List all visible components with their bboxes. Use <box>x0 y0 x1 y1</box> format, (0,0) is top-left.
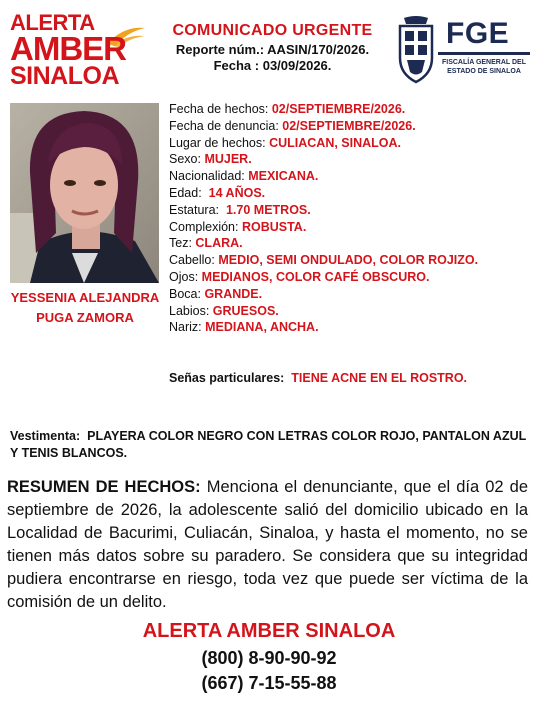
person-details <box>169 101 534 336</box>
detail-label: Labios: <box>169 303 213 318</box>
distinguishing-marks <box>169 371 467 385</box>
detail-label: Fecha de denuncia: <box>169 118 283 133</box>
detail-value: ROBUSTA. <box>241 219 307 234</box>
detail-label: Boca: <box>169 286 205 301</box>
distinguishing-marks-label: Señas particulares: <box>169 371 285 385</box>
report-number: Reporte núm.: AASIN/170/2026. <box>175 42 370 57</box>
detail-row <box>169 151 534 168</box>
detail-value: MEDIO, SEMI ONDULADO, COLOR ROJIZO. <box>218 253 479 268</box>
clothing-value: PLAYERA COLOR NEGRO CON LETRAS COLOR ROJO, PANTALON AZUL Y TENIS BLANCOS. <box>10 429 527 460</box>
detail-value: GRUESOS. <box>212 303 279 318</box>
detail-value: GRANDE. <box>204 286 263 301</box>
detail-value: 02/SEPTIEMBRE/2026. <box>271 102 406 116</box>
detail-row <box>169 185 534 202</box>
detail-label: Edad: <box>169 185 209 200</box>
logo-word-alerta: ALERTA <box>10 10 95 35</box>
person-name-line2: PUGA ZAMORA <box>36 310 134 325</box>
detail-label: Ojos: <box>169 269 202 284</box>
detail-row <box>169 101 534 118</box>
detail-label: Fecha de hechos: <box>169 102 272 116</box>
missing-person-photo <box>10 103 159 283</box>
detail-label: Lugar de hechos: <box>169 135 270 150</box>
detail-row <box>169 252 534 269</box>
fge-acronym: FGE <box>446 17 510 50</box>
fge-name-line1: FISCALÍA GENERAL DEL <box>441 59 526 66</box>
summary-label: RESUMEN DE HECHOS: <box>7 478 201 496</box>
detail-row <box>169 286 534 303</box>
phone-local: (667) 7-15-55-88 <box>201 673 337 693</box>
detail-value: 1.70 METROS. <box>225 202 311 217</box>
report-date: Fecha : 03/09/2026. <box>213 58 332 73</box>
clothing <box>10 428 530 462</box>
footer-title: ALERTA AMBER SINALOA <box>142 620 396 642</box>
detail-label: Complexión: <box>169 219 242 234</box>
distinguishing-marks-value: TIENE ACNE EN EL ROSTRO. <box>291 371 468 385</box>
detail-value: MEDIANOS, COLOR CAFÉ OBSCURO. <box>201 269 430 284</box>
detail-row <box>169 235 534 252</box>
detail-label: Nacionalidad: <box>169 169 249 184</box>
detail-value: 14 AÑOS. <box>208 185 266 200</box>
detail-row <box>169 319 534 336</box>
detail-value: MEXICANA. <box>248 169 319 184</box>
detail-row <box>169 135 534 152</box>
logo-word-amber: AMBER <box>10 30 126 67</box>
alerta-amber-logo <box>10 10 145 90</box>
detail-value: MUJER. <box>204 152 252 167</box>
detail-row <box>169 168 534 185</box>
person-name <box>0 288 170 328</box>
detail-row <box>169 118 534 135</box>
detail-row <box>169 202 534 219</box>
summary-text: Menciona el denunciante, que el día 02 de septiembre de 2026, la adolescente salió del domicilio ubicado en la Localidad de Bacurimi, Culiacán, Sinaloa, y hasta el momento, no se tienen más datos sobre su paradero. Se considera que su integridad pudiera encontrarse en riesgo, toda vez que puede ser víctima de la comisión de un delito. <box>7 478 528 611</box>
detail-value: MEDIANA, ANCHA. <box>205 320 319 335</box>
communique-header <box>155 22 390 73</box>
detail-value: CLARA. <box>195 236 243 251</box>
detail-label: Estatura: <box>169 202 226 217</box>
state-seal-icon <box>396 14 436 84</box>
detail-row <box>169 219 534 236</box>
portrait-illustration <box>10 103 159 283</box>
communique-title: COMUNICADO URGENTE <box>172 22 373 39</box>
logo-word-sinaloa: SINALOA <box>10 62 119 90</box>
detail-label: Sexo: <box>169 152 205 167</box>
fge-divider <box>438 52 530 55</box>
detail-value: 02/SEPTIEMBRE/2026. <box>282 118 416 133</box>
person-name-line1: YESSENIA ALEJANDRA <box>10 290 160 305</box>
detail-row <box>169 303 534 320</box>
phone-tollfree: (800) 8-90-90-92 <box>201 648 337 668</box>
detail-label: Tez: <box>169 236 196 251</box>
detail-row <box>169 269 534 286</box>
detail-value: CULIACAN, SINALOA. <box>269 135 402 150</box>
clothing-label: Vestimenta: <box>10 429 81 443</box>
summary <box>7 476 528 614</box>
detail-label: Cabello: <box>169 253 219 268</box>
fge-logo <box>438 18 530 76</box>
fge-name-line2: ESTADO DE SINALOA <box>447 68 521 75</box>
detail-label: Nariz: <box>169 320 206 335</box>
